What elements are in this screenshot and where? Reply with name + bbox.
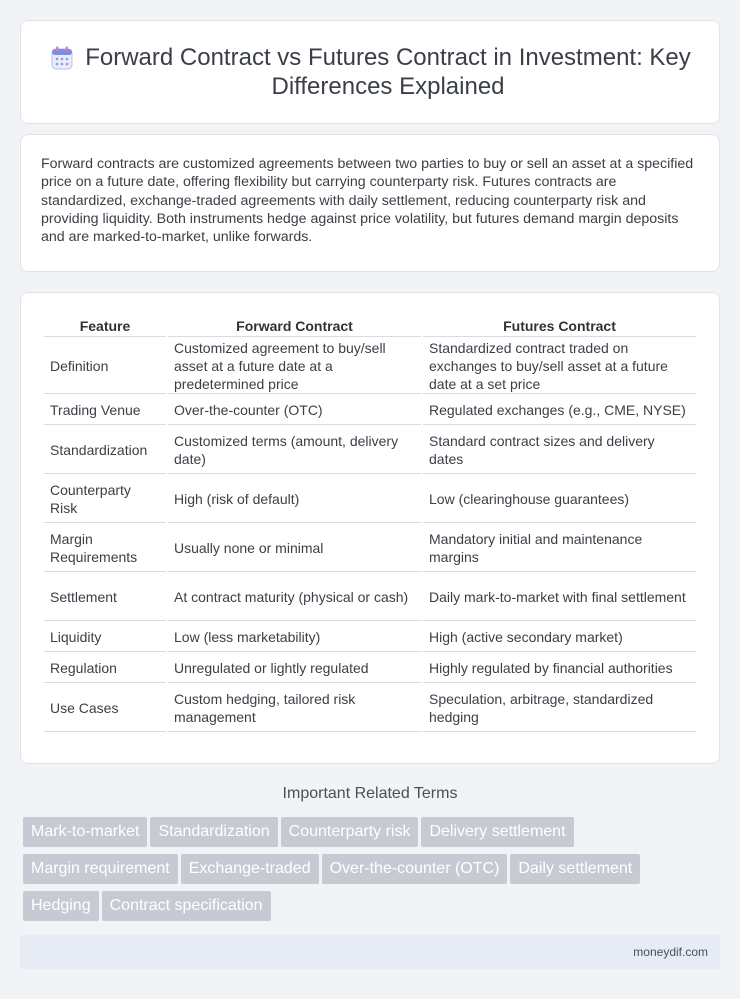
futures-cell: Regulated exchanges (e.g., CME, NYSE) <box>423 396 696 425</box>
intro-card <box>20 134 720 272</box>
forward-cell: Customized agreement to buy/sell asset at a future date at a predetermined price <box>168 339 421 394</box>
tag-delivery-settlement[interactable]: Delivery settlement <box>421 817 573 847</box>
tag-hedging[interactable]: Hedging <box>23 891 99 921</box>
table-row <box>44 654 696 683</box>
page-title: Forward Contract vs Futures Contract in Investment: Key Differences Explained <box>85 44 691 100</box>
table-row <box>44 396 696 425</box>
forward-cell: Custom hedging, tailored risk management <box>168 685 421 732</box>
table-row <box>44 339 696 394</box>
futures-cell: High (active secondary market) <box>423 623 696 652</box>
tag-exchange-traded[interactable]: Exchange-traded <box>181 854 319 884</box>
feature-cell: Definition <box>44 339 166 394</box>
feature-cell: Liquidity <box>44 623 166 652</box>
table-row <box>44 623 696 652</box>
futures-cell: Daily mark-to-market with final settlement <box>423 574 696 621</box>
feature-cell: Trading Venue <box>44 396 166 425</box>
tag-counterparty-risk[interactable]: Counterparty risk <box>281 817 419 847</box>
table-row <box>44 427 696 474</box>
tag-contract-specification[interactable]: Contract specification <box>102 891 271 921</box>
forward-cell: Usually none or minimal <box>168 525 421 572</box>
header-card <box>20 20 720 124</box>
footer <box>20 935 720 969</box>
table-row <box>44 574 696 621</box>
tag-mark-to-market[interactable]: Mark-to-market <box>23 817 147 847</box>
intro-paragraph: Forward contracts are customized agreements between two parties to buy or sell an asset at a specified price on a future date, offering flexibility but carrying counterparty risk. Futures contracts are standardized, exchange-traded agreements with daily settlement, reducing counterparty risk and providing liquidity. Both instruments hedge against price volatility, but futures demand margin deposits and are marked-to-market, unlike forwards. <box>41 156 694 246</box>
feature-cell: Use Cases <box>44 685 166 732</box>
futures-cell: Speculation, arbitrage, standardized hedging <box>423 685 696 732</box>
futures-cell: Standard contract sizes and delivery dates <box>423 427 696 474</box>
tag-over-the-counter[interactable]: Over-the-counter (OTC) <box>322 854 508 884</box>
feature-cell: Settlement <box>44 574 166 621</box>
table-row <box>44 685 696 732</box>
forward-cell: Low (less marketability) <box>168 623 421 652</box>
forward-cell: High (risk of default) <box>168 476 421 523</box>
forward-cell: Customized terms (amount, delivery date) <box>168 427 421 474</box>
header-futures: Futures Contract <box>423 315 696 337</box>
futures-cell: Mandatory initial and maintenance margins <box>423 525 696 572</box>
futures-cell: Standardized contract traded on exchanges to buy/sell asset at a future date at a set price <box>423 339 696 394</box>
header-feature: Feature <box>44 315 166 337</box>
forward-cell: Unregulated or lightly regulated <box>168 654 421 683</box>
tag-margin-requirement[interactable]: Margin requirement <box>23 854 178 884</box>
feature-cell: Counterparty Risk <box>44 476 166 523</box>
forward-cell: Over-the-counter (OTC) <box>168 396 421 425</box>
comparison-table <box>42 313 698 734</box>
feature-cell: Margin Requirements <box>44 525 166 572</box>
comparison-card <box>20 292 720 764</box>
related-terms-title: Important Related Terms <box>282 785 458 802</box>
futures-cell: Low (clearinghouse guarantees) <box>423 476 696 523</box>
futures-cell: Highly regulated by financial authorities <box>423 654 696 683</box>
table-header-row <box>44 315 696 337</box>
tag-daily-settlement[interactable]: Daily settlement <box>510 854 640 884</box>
table-row <box>44 476 696 523</box>
footer-site[interactable]: moneydif.com <box>633 945 708 959</box>
header-forward: Forward Contract <box>168 315 421 337</box>
feature-cell: Regulation <box>44 654 166 683</box>
tag-standardization[interactable]: Standardization <box>150 817 277 847</box>
forward-cell: At contract maturity (physical or cash) <box>168 574 421 621</box>
feature-cell: Standardization <box>44 427 166 474</box>
calendar-icon <box>51 46 73 70</box>
related-terms-list <box>23 817 723 928</box>
table-row <box>44 525 696 572</box>
